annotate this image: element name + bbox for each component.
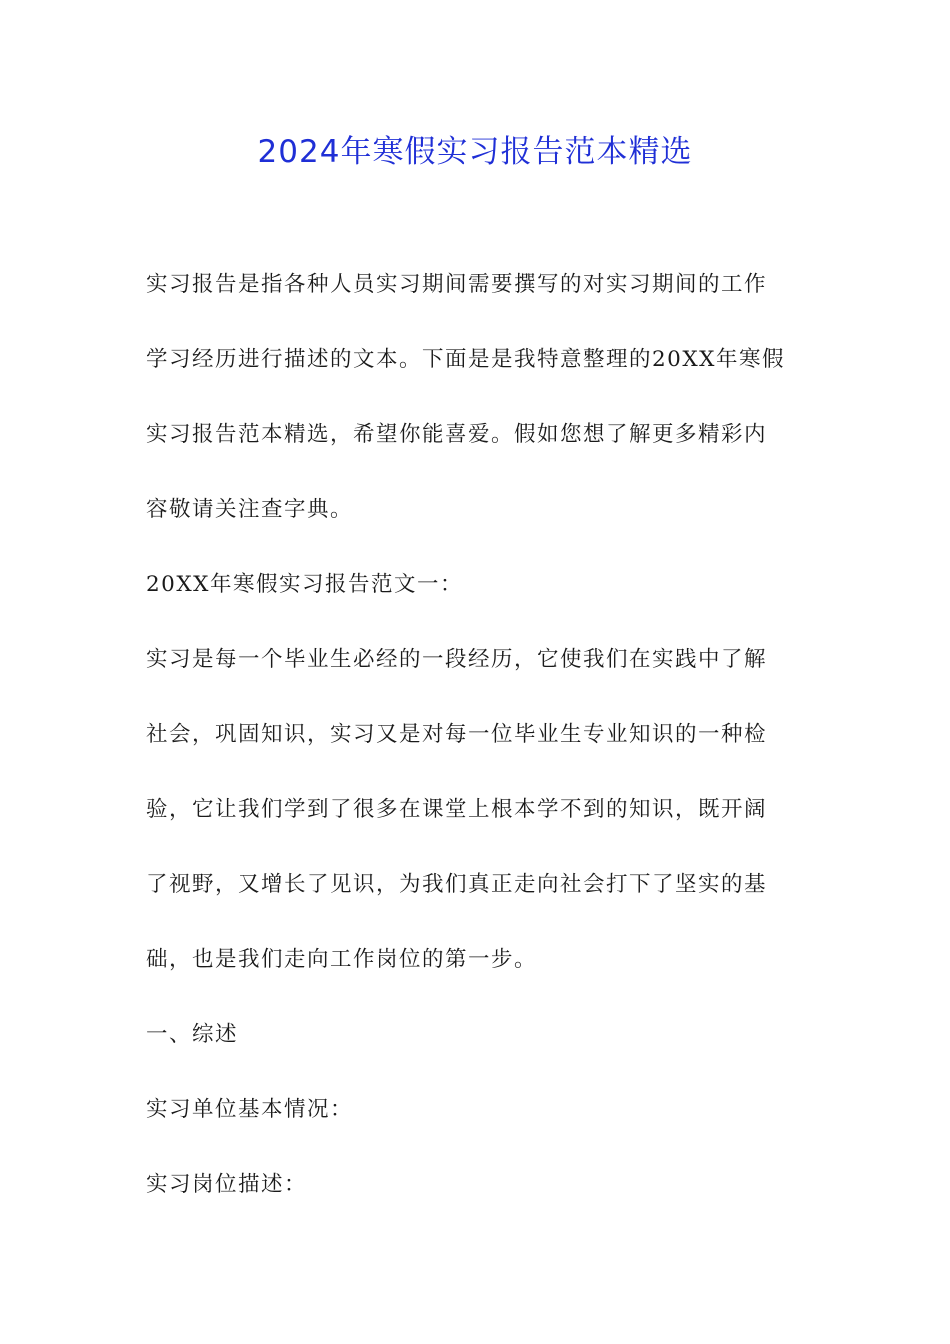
- body-line: 实习报告是指各种人员实习期间需要撰写的对实习期间的工作: [146, 272, 768, 297]
- body-line: 实习报告范本精选，希望你能喜爱。假如您想了解更多精彩内: [146, 422, 768, 447]
- body-line: 实习岗位描述：: [146, 1172, 308, 1197]
- body-line: 社会，巩固知识，实习又是对每一位毕业生专业知识的一种检: [146, 722, 768, 747]
- body-line: 实习单位基本情况：: [146, 1097, 354, 1122]
- body-line: 学习经历进行描述的文本。下面是是我特意整理的20XX年寒假: [146, 347, 785, 372]
- body-line: 础，也是我们走向工作岗位的第一步。: [146, 947, 538, 972]
- body-line: 实习是每一个毕业生必经的一段经历，它使我们在实践中了解: [146, 647, 768, 672]
- body-line: 验，它让我们学到了很多在课堂上根本学不到的知识，既开阔: [146, 797, 768, 822]
- body-line: 了视野，又增长了见识，为我们真正走向社会打下了坚实的基: [146, 872, 768, 897]
- section-heading: 一、综述: [146, 1022, 239, 1047]
- document-title: 2024年寒假实习报告范本精选: [257, 134, 693, 170]
- body-line: 容敬请关注查字典。: [146, 497, 354, 522]
- section-heading: 20XX年寒假实习报告范文一：: [146, 572, 463, 597]
